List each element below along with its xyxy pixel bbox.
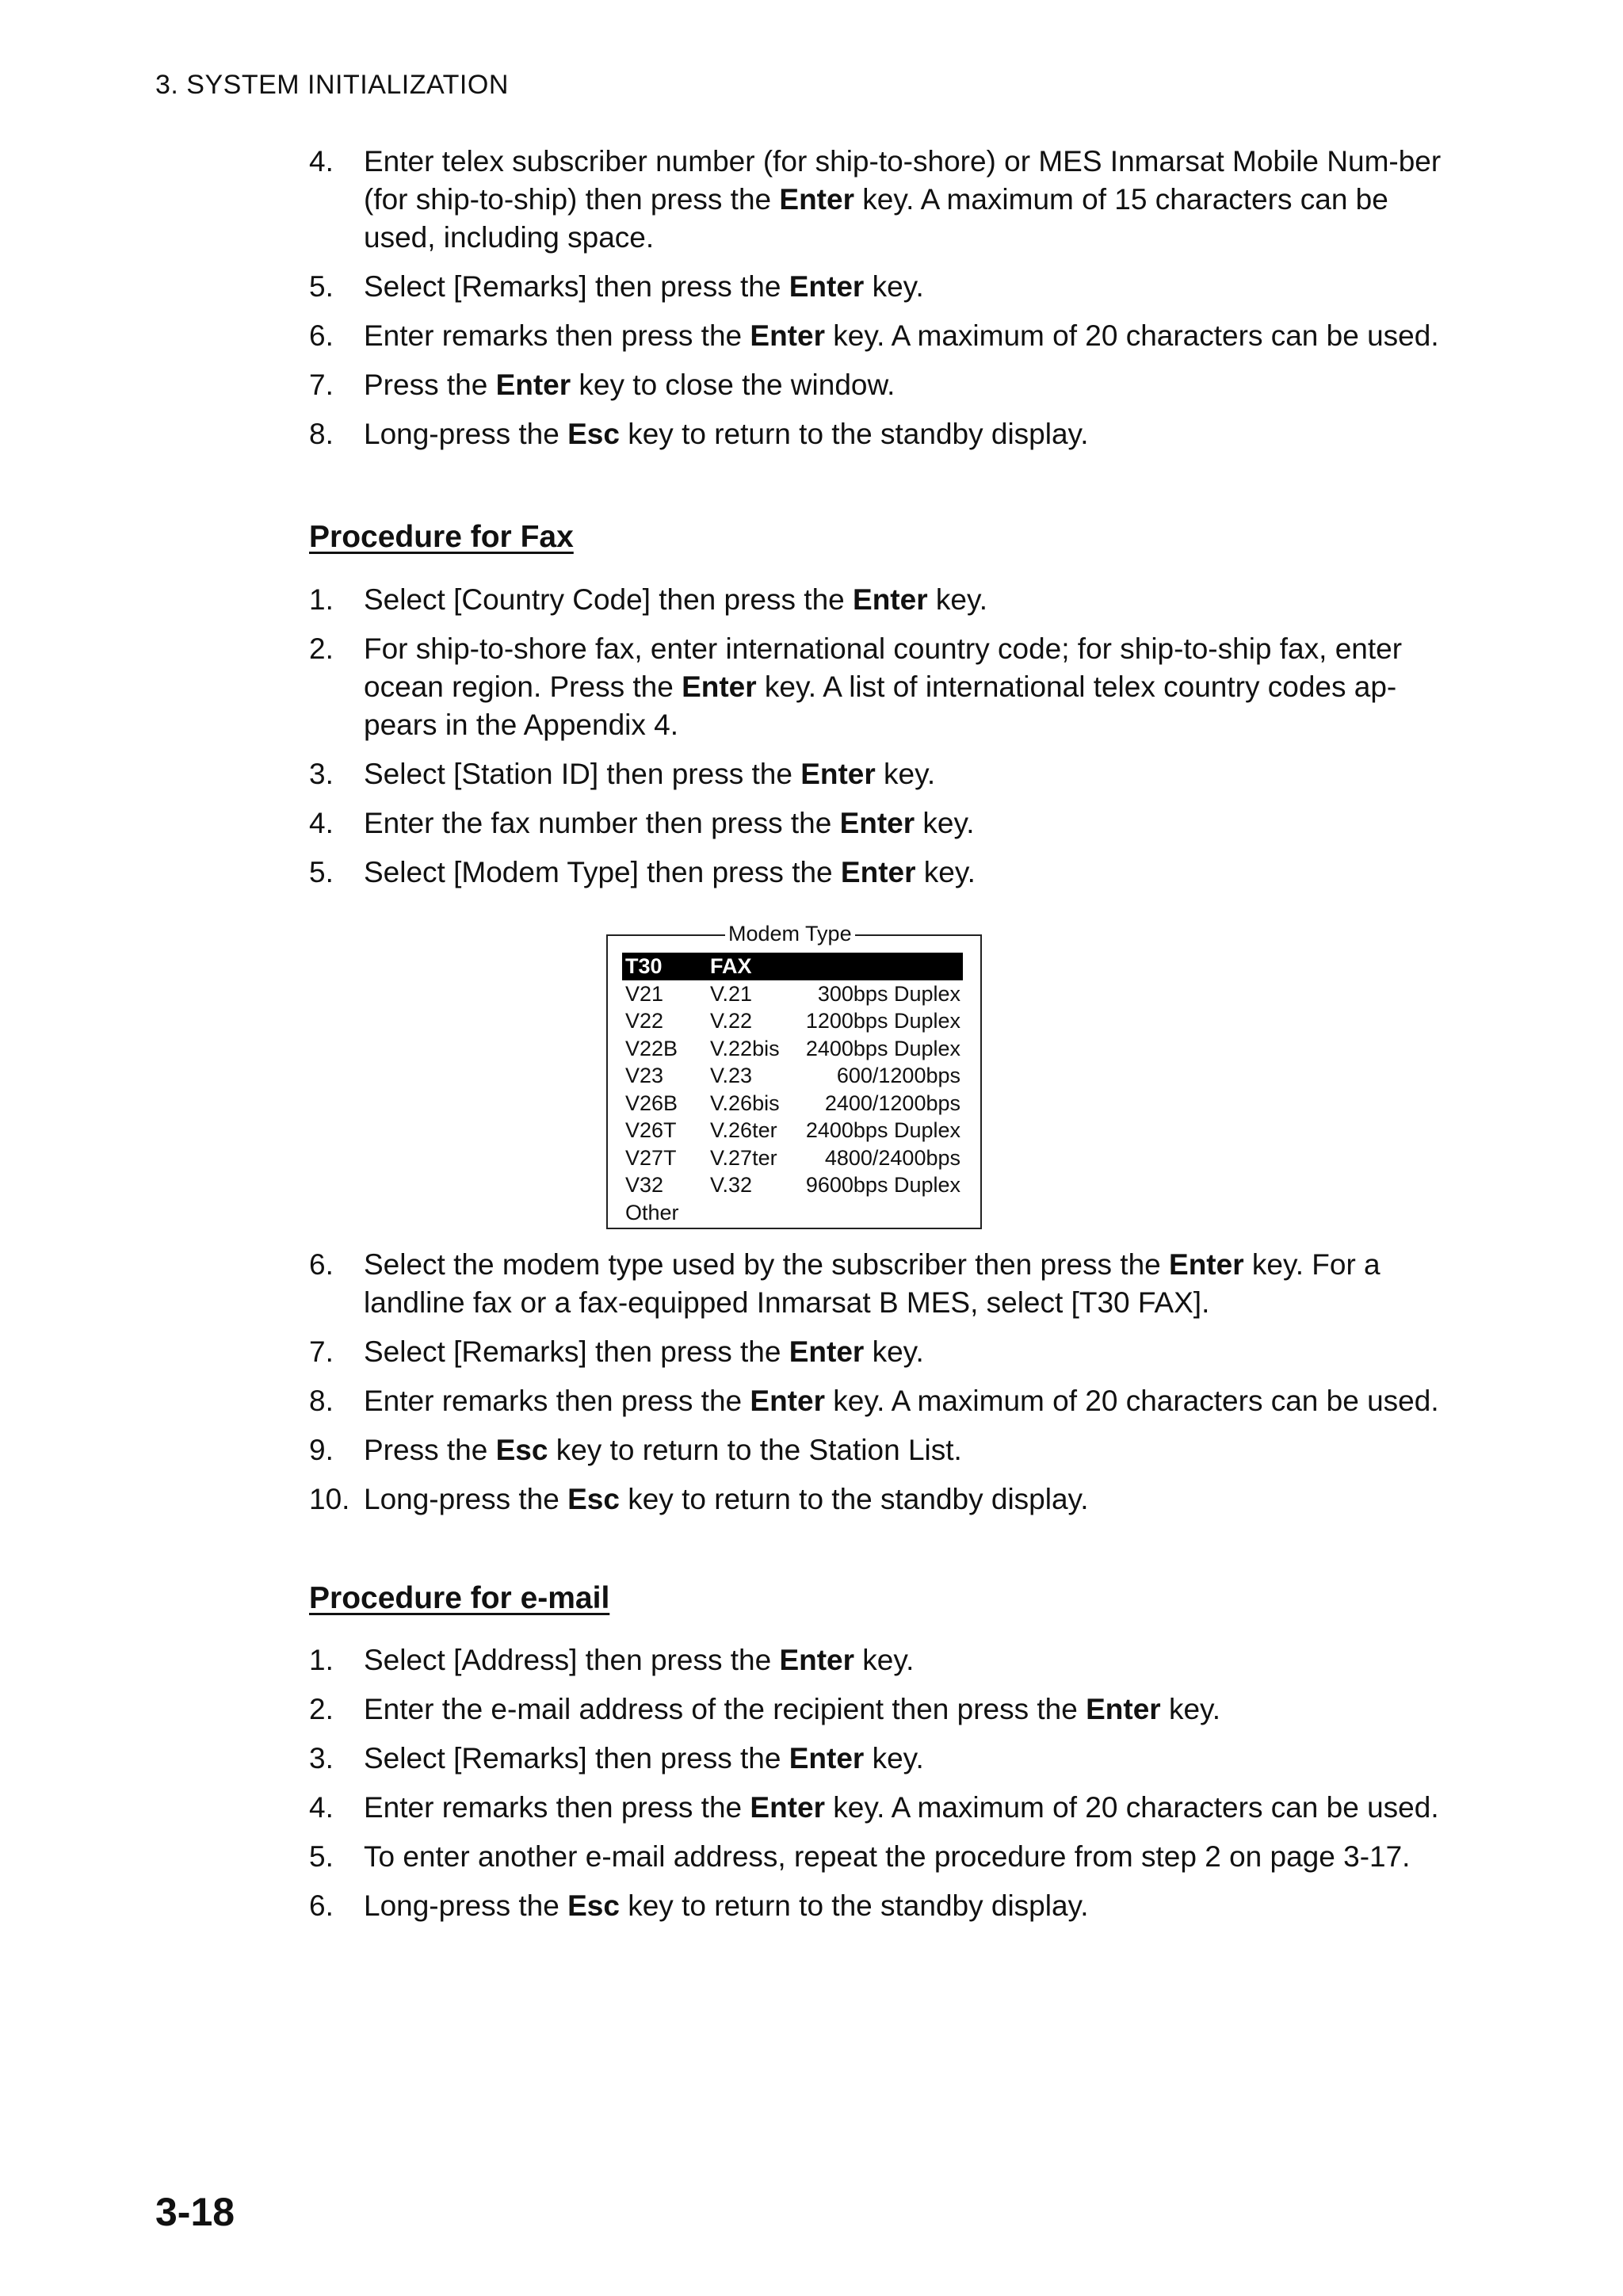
- modem-speed: 600/1200bps: [836, 1064, 960, 1087]
- step-text-run: key to return to the standby display.: [619, 1483, 1089, 1515]
- key-name: Esc: [567, 1483, 620, 1515]
- step-text: [364, 270, 924, 303]
- modem-row[interactable]: [622, 1171, 963, 1199]
- modem-code: V27T: [625, 1145, 677, 1170]
- step-text-run: Select [Station ID] then press the: [364, 758, 801, 790]
- step-text: [364, 319, 1439, 352]
- step-text-run: key.: [915, 856, 976, 888]
- step-text-run: key to return to the Station List.: [548, 1434, 962, 1466]
- step-item: [309, 1887, 1450, 1925]
- step-text-run: Enter telex subscriber number (for ship-to-shore) or MES Inmarsat Mobile Num-ber (for ship-to-ship) then press the: [364, 145, 1442, 216]
- page-number: 3-18: [155, 2190, 235, 2234]
- step-number: 7.: [309, 1335, 334, 1368]
- key-name: Enter: [750, 319, 825, 352]
- step-item: [309, 630, 1450, 744]
- step-text: [364, 1434, 962, 1466]
- modem-speed: 9600bps Duplex: [805, 1173, 960, 1197]
- step-text-run: Long-press the: [364, 1889, 568, 1922]
- modem-type-list: [622, 953, 963, 1226]
- modem-standard: V.23: [710, 1064, 753, 1087]
- modem-code: V32: [625, 1173, 664, 1197]
- step-text: [364, 1248, 1381, 1319]
- step-text-run: key.: [864, 1335, 924, 1368]
- step-text-run: Select [Country Code] then press the: [364, 583, 854, 616]
- step-text-run: For ship-to-shore fax, enter international country code; for ship-to-ship fax, enter ocean region. Press the: [364, 632, 1403, 703]
- step-text-run: key to return to the standby display.: [619, 418, 1089, 450]
- modem-type-title: Modem Type: [725, 921, 855, 946]
- step-item: [309, 1690, 1450, 1729]
- step-text-run: To enter another e-mail address, repeat the procedure from step 2 on page 3-17.: [364, 1840, 1411, 1873]
- key-name: Enter: [853, 583, 928, 616]
- modem-speed: 4800/2400bps: [824, 1145, 960, 1170]
- modem-standard: V.26bis: [710, 1091, 780, 1115]
- step-text-run: Enter remarks then press the: [364, 1791, 750, 1824]
- step-number: 5.: [309, 1840, 334, 1873]
- modem-speed: 300bps Duplex: [817, 981, 960, 1006]
- step-number: 10.: [309, 1483, 350, 1515]
- modem-row[interactable]: [622, 1007, 963, 1035]
- step-text-run: Press the: [364, 1434, 496, 1466]
- modem-row[interactable]: [622, 1035, 963, 1063]
- step-text: [364, 632, 1402, 741]
- step-text-run: key.: [915, 807, 975, 839]
- step-text: [364, 758, 935, 790]
- key-name: Enter: [789, 1742, 865, 1775]
- modem-code: V22: [625, 1009, 664, 1033]
- step-text-run: key.: [864, 270, 924, 303]
- modem-speed: 1200bps Duplex: [805, 1009, 960, 1033]
- modem-row[interactable]: [622, 1199, 963, 1227]
- modem-row-selected[interactable]: [622, 953, 963, 980]
- step-item: [309, 1431, 1450, 1469]
- step-text-run: key.: [864, 1742, 924, 1775]
- step-text-run: Select [Remarks] then press the: [364, 270, 789, 303]
- key-name: Esc: [567, 418, 620, 450]
- step-text-run: key. A maximum of 20 characters can be used.: [824, 319, 1439, 352]
- step-item: [309, 854, 1450, 892]
- fax-step-list-after: [309, 1246, 1450, 1519]
- email-step-list: [309, 1641, 1450, 1925]
- key-name: Enter: [682, 670, 757, 703]
- step-number: 8.: [309, 418, 334, 450]
- modem-standard: V.22bis: [710, 1036, 780, 1060]
- modem-row[interactable]: [622, 1062, 963, 1090]
- key-name: Enter: [750, 1385, 825, 1417]
- step-item: [309, 366, 1450, 404]
- step-text-run: Long-press the: [364, 1483, 568, 1515]
- step-text-run: Select [Modem Type] then press the: [364, 856, 841, 888]
- step-number: 6.: [309, 1248, 334, 1281]
- step-item: [309, 415, 1450, 453]
- step-number: 8.: [309, 1385, 334, 1417]
- step-text-run: key to return to the standby display.: [619, 1889, 1089, 1922]
- modem-code: V26T: [625, 1118, 677, 1142]
- step-number: 2.: [309, 632, 334, 665]
- step-text: [364, 1791, 1439, 1824]
- step-text: [364, 1385, 1439, 1417]
- step-text-run: Press the: [364, 369, 496, 401]
- step-text-run: Enter the e-mail address of the recipient then press the: [364, 1693, 1086, 1725]
- step-number: 1.: [309, 583, 334, 616]
- fax-procedure-heading: Procedure for Fax: [309, 520, 574, 554]
- modem-standard: V.32: [710, 1173, 753, 1197]
- modem-code: V23: [625, 1064, 664, 1087]
- step-text-run: Select the modem type used by the subscriber then press the: [364, 1248, 1170, 1281]
- step-number: 6.: [309, 319, 334, 352]
- step-text: [364, 1889, 1089, 1922]
- email-procedure-heading: Procedure for e-mail: [309, 1581, 610, 1615]
- step-item: [309, 755, 1450, 793]
- step-text: [364, 856, 976, 888]
- step-text: [364, 145, 1441, 254]
- step-text-run: Enter remarks then press the: [364, 1385, 750, 1417]
- step-text-run: Select [Address] then press the: [364, 1644, 780, 1676]
- step-text-run: key.: [875, 758, 936, 790]
- modem-row[interactable]: [622, 1144, 963, 1172]
- modem-row[interactable]: [622, 1117, 963, 1144]
- modem-type-window: [606, 922, 980, 1228]
- modem-speed: 2400/1200bps: [824, 1091, 960, 1115]
- step-text: [364, 369, 895, 401]
- key-name: Enter: [840, 856, 916, 888]
- step-item: [309, 581, 1450, 619]
- step-text: [364, 1335, 924, 1368]
- key-name: Enter: [839, 807, 915, 839]
- step-number: 5.: [309, 856, 334, 888]
- step-item: [309, 1333, 1450, 1371]
- modem-code: V26B: [625, 1091, 678, 1115]
- step-text-run: Enter the fax number then press the: [364, 807, 840, 839]
- modem-code: V21: [625, 981, 664, 1006]
- step-text-run: Long-press the: [364, 418, 568, 450]
- step-text-run: Select [Remarks] then press the: [364, 1742, 789, 1775]
- step-text-run: key. A maximum of 20 characters can be used.: [824, 1791, 1439, 1824]
- step-item: [309, 1641, 1450, 1679]
- step-text: [364, 1742, 924, 1775]
- step-text: [364, 418, 1089, 450]
- key-name: Enter: [779, 183, 854, 216]
- step-number: 7.: [309, 369, 334, 401]
- step-item: [309, 268, 1450, 306]
- step-number: 3.: [309, 1742, 334, 1775]
- modem-standard: V.27ter: [710, 1145, 777, 1170]
- key-name: Enter: [789, 270, 865, 303]
- step-text-run: Select [Remarks] then press the: [364, 1335, 789, 1368]
- step-number: 6.: [309, 1889, 334, 1922]
- step-item: [309, 1246, 1450, 1322]
- step-text: [364, 1840, 1410, 1873]
- modem-code: Other: [625, 1200, 679, 1224]
- modem-standard: V.26ter: [710, 1118, 777, 1142]
- step-number: 1.: [309, 1644, 334, 1676]
- modem-row[interactable]: [622, 980, 963, 1008]
- key-name: Enter: [495, 369, 571, 401]
- step-number: 4.: [309, 807, 334, 839]
- step-item: [309, 804, 1450, 842]
- step-item: [309, 1789, 1450, 1827]
- key-name: Esc: [495, 1434, 548, 1466]
- step-item: [309, 1740, 1450, 1778]
- modem-speed: 2400bps Duplex: [805, 1118, 960, 1142]
- modem-standard: V.22: [710, 1009, 753, 1033]
- key-name: Enter: [750, 1791, 825, 1824]
- step-text-run: Enter remarks then press the: [364, 319, 750, 352]
- telex-step-list: [309, 143, 1450, 453]
- step-item: [309, 1382, 1450, 1420]
- modem-row[interactable]: [622, 1090, 963, 1117]
- step-item: [309, 1838, 1450, 1876]
- step-text-run: key. A maximum of 15 characters can be used, including space.: [364, 183, 1388, 254]
- key-name: Enter: [800, 758, 876, 790]
- modem-code: V22B: [625, 1036, 678, 1060]
- step-item: [309, 1480, 1450, 1519]
- key-name: Enter: [779, 1644, 855, 1676]
- step-item: [309, 143, 1450, 257]
- step-number: 5.: [309, 270, 334, 303]
- step-text-run: key.: [854, 1644, 915, 1676]
- fax-step-list-before: [309, 581, 1450, 892]
- step-text-run: key. A maximum of 20 characters can be used.: [824, 1385, 1439, 1417]
- step-text: [364, 1693, 1220, 1725]
- step-number: 2.: [309, 1693, 334, 1725]
- step-text: [364, 1644, 914, 1676]
- modem-code: T30: [625, 954, 663, 978]
- step-number: 3.: [309, 758, 334, 790]
- step-number: 4.: [309, 145, 334, 178]
- step-number: 4.: [309, 1791, 334, 1824]
- running-header: 3. SYSTEM INITIALIZATION: [155, 70, 509, 100]
- key-name: Enter: [1086, 1693, 1161, 1725]
- step-number: 9.: [309, 1434, 334, 1466]
- step-text-run: key to close the window.: [571, 369, 896, 401]
- step-text-run: key.: [1160, 1693, 1221, 1725]
- step-text: [364, 583, 987, 616]
- step-text-run: key.: [927, 583, 987, 616]
- step-text: [364, 1483, 1089, 1515]
- step-text: [364, 807, 975, 839]
- modem-standard: FAX: [710, 954, 752, 978]
- key-name: Enter: [1169, 1248, 1244, 1281]
- modem-standard: V.21: [710, 981, 753, 1006]
- step-text-run: key. For a landline fax or a fax-equipped Inmarsat B MES, select [T30 FAX].: [364, 1248, 1381, 1319]
- key-name: Enter: [789, 1335, 865, 1368]
- modem-speed: 2400bps Duplex: [805, 1036, 960, 1060]
- key-name: Esc: [567, 1889, 620, 1922]
- step-text-run: key. A list of international telex country codes ap-pears in the Appendix 4.: [364, 670, 1397, 741]
- step-item: [309, 317, 1450, 355]
